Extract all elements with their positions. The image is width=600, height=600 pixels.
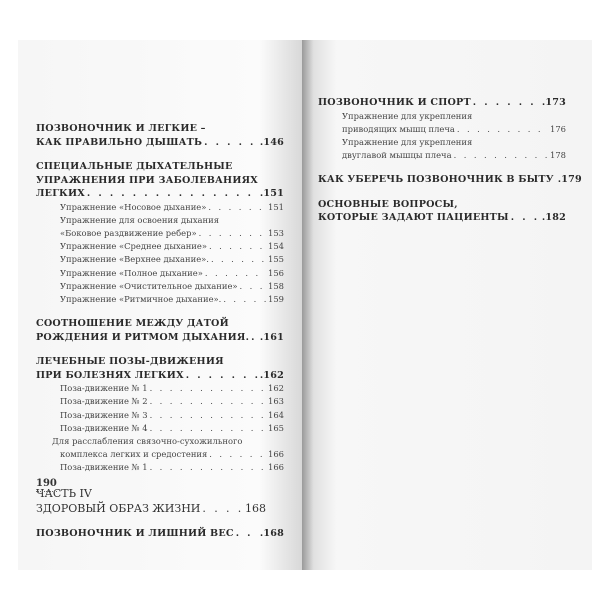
toc-entry: КАК ПРАВИЛЬНО ДЫШАТЬ . . . .146 <box>36 136 284 150</box>
toc-heading: УПРАЖНЕНИЯ ПРИ ЗАБОЛЕВАНИЯХ <box>36 174 258 186</box>
left-toc <box>36 122 284 540</box>
toc-subentry: «Боковое раздвижение ребер» . . . 153 <box>36 227 284 240</box>
toc-heading: СПЕЦИАЛЬНЫЕ ДЫХАТЕЛЬНЫЕ <box>36 161 233 172</box>
toc-entry: РОЖДЕНИЯ И РИТМОМ ДЫХАНИЯ. . . . .161 <box>36 331 284 345</box>
toc-subentry: Упражнение «Носовое дыхание» . . . 151 <box>36 201 284 214</box>
toc-subentry-line: Для расслабления связочно-сухожильного <box>52 435 243 446</box>
toc-subentry: Упражнение «Очистительное дыхание» . . . 158 <box>36 280 284 293</box>
right-toc <box>318 96 582 225</box>
toc-heading: ПОЗВОНОЧНИК И ЛЕГКИЕ – <box>36 123 206 134</box>
toc-subentry: Поза-движение № 1 . . . 166 <box>36 461 284 474</box>
toc-entry: ПОЗВОНОЧНИК И СПОРТ . . . .173 <box>318 96 566 110</box>
toc-subentry: двуглавой мышцы плеча . . . 178 <box>318 149 566 162</box>
toc-subentry: Упражнение «Среднее дыхание» . . . 154 <box>36 240 284 253</box>
toc-subentry: Поза-движение № 4 . . . 165 <box>36 422 284 435</box>
toc-heading: ОСНОВНЫЕ ВОПРОСЫ, <box>318 198 458 210</box>
toc-heading: ЛЕЧЕБНЫЕ ПОЗЫ-ДВИЖЕНИЯ <box>36 356 224 368</box>
toc-subentry: Упражнение «Ритмичное дыхание». . . . 159 <box>36 293 284 306</box>
toc-heading: СООТНОШЕНИЕ МЕЖДУ ДАТОЙ <box>36 318 229 330</box>
part-label: ЧАСТЬ IV <box>36 486 92 500</box>
toc-subentry: Упражнение «Верхнее дыхание». . . . 155 <box>36 253 284 266</box>
toc-subentry: Поза-движение № 1 . . . 162 <box>36 382 284 395</box>
toc-subentry-line: Упражнение для освоения дыхания <box>60 214 219 225</box>
toc-entry: КОТОРЫЕ ЗАДАЮТ ПАЦИЕНТЫ . . . .182 <box>318 211 566 225</box>
toc-subentry-line: Упражнение для укрепления <box>342 136 473 147</box>
toc-entry: ПОЗВОНОЧНИК И ЛИШНИЙ ВЕС . . . .168 <box>36 527 284 541</box>
toc-subentry: Упражнение «Полное дыхание» . . . 156 <box>36 267 284 280</box>
part-title: ЗДОРОВЫЙ ОБРАЗ ЖИЗНИ . . . 168 <box>36 501 266 516</box>
toc-subentry: приводящих мышц плеча . . . 176 <box>318 123 566 136</box>
toc-subentry: Поза-движение № 2 . . . 163 <box>36 395 284 408</box>
toc-subentry: Поза-движение № 3 . . . 164 <box>36 409 284 422</box>
toc-subentry-line: Упражнение для укрепления <box>342 110 473 121</box>
toc-entry: ПРИ БОЛЕЗНЯХ ЛЕГКИХ . . . .162 <box>36 369 284 383</box>
page-number: 190 <box>36 478 57 492</box>
toc-subentry: комплекса легких и средостения . . . 166 <box>36 448 284 461</box>
toc-entry: КАК УБЕРЕЧЬ ПОЗВОНОЧНИК В БЫТУ .179 <box>318 174 582 186</box>
toc-entry: ЛЕГКИХ . . . .151 <box>36 187 284 201</box>
